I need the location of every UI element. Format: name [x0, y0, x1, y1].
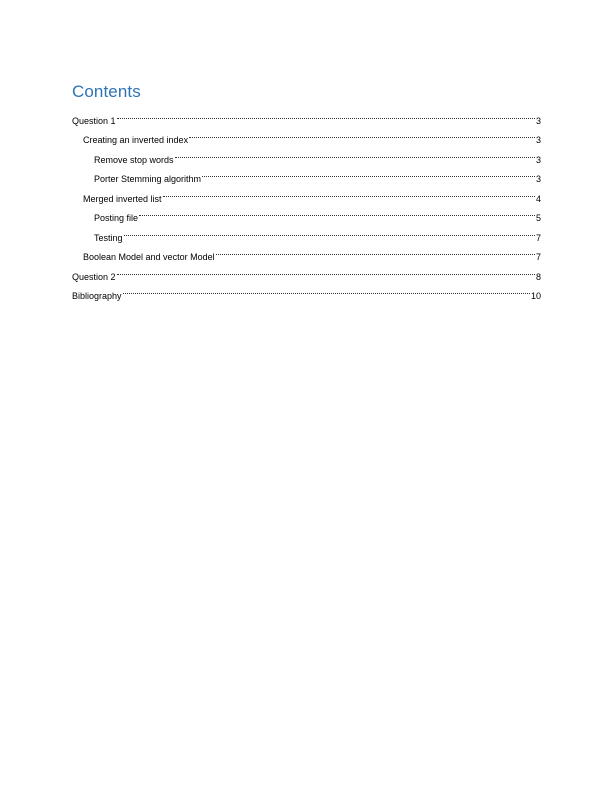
toc-entry-page-number: 3: [535, 135, 541, 145]
dot-leader: [139, 202, 535, 222]
toc-entry-testing[interactable]: [72, 221, 541, 241]
toc-entry-page-number: 3: [535, 154, 541, 165]
toc-entry-page-number: 7: [535, 232, 541, 243]
dot-leader: [202, 163, 535, 183]
dot-leader: [117, 260, 535, 280]
toc-entry-label: Remove stop words: [94, 154, 174, 165]
toc-entry-bibliography[interactable]: [72, 280, 541, 300]
toc-entry-page-number: 7: [535, 252, 541, 262]
toc-entry-creating-inverted-index[interactable]: [72, 124, 541, 144]
toc-entry-label: Boolean Model and vector Model: [83, 252, 215, 262]
toc-entry-label: Posting file: [94, 213, 139, 223]
toc-entry-label: Creating an inverted index: [83, 135, 189, 145]
toc-entry-label: Question 1: [72, 115, 116, 126]
dot-leader: [123, 280, 530, 300]
dot-leader: [189, 124, 535, 144]
dot-leader: [175, 143, 535, 163]
dot-leader: [124, 221, 535, 241]
toc-entry-label: Merged inverted list: [83, 193, 162, 204]
toc-entry-page-number: 5: [535, 213, 541, 223]
toc-entry-label: Bibliography: [72, 291, 122, 301]
dot-leader: [163, 182, 535, 202]
toc-list: [72, 104, 541, 299]
toc-entry-posting-file[interactable]: [72, 202, 541, 222]
table-of-contents: [72, 82, 541, 299]
toc-entry-boolean-vector-model[interactable]: [72, 241, 541, 261]
dot-leader: [216, 241, 535, 261]
toc-entry-label: Testing: [94, 232, 123, 243]
toc-entry-question-2[interactable]: [72, 260, 541, 280]
toc-entry-page-number: 4: [535, 193, 541, 204]
dot-leader: [117, 104, 535, 124]
toc-entry-question-1[interactable]: [72, 104, 541, 124]
toc-entry-page-number: 8: [535, 271, 541, 282]
toc-entry-page-number: 10: [530, 291, 541, 301]
toc-entry-label: Question 2: [72, 271, 116, 282]
toc-entry-page-number: 3: [535, 115, 541, 126]
toc-entry-label: Porter Stemming algorithm: [94, 174, 202, 184]
toc-entry-page-number: 3: [535, 174, 541, 184]
toc-heading: Contents: [72, 82, 141, 101]
